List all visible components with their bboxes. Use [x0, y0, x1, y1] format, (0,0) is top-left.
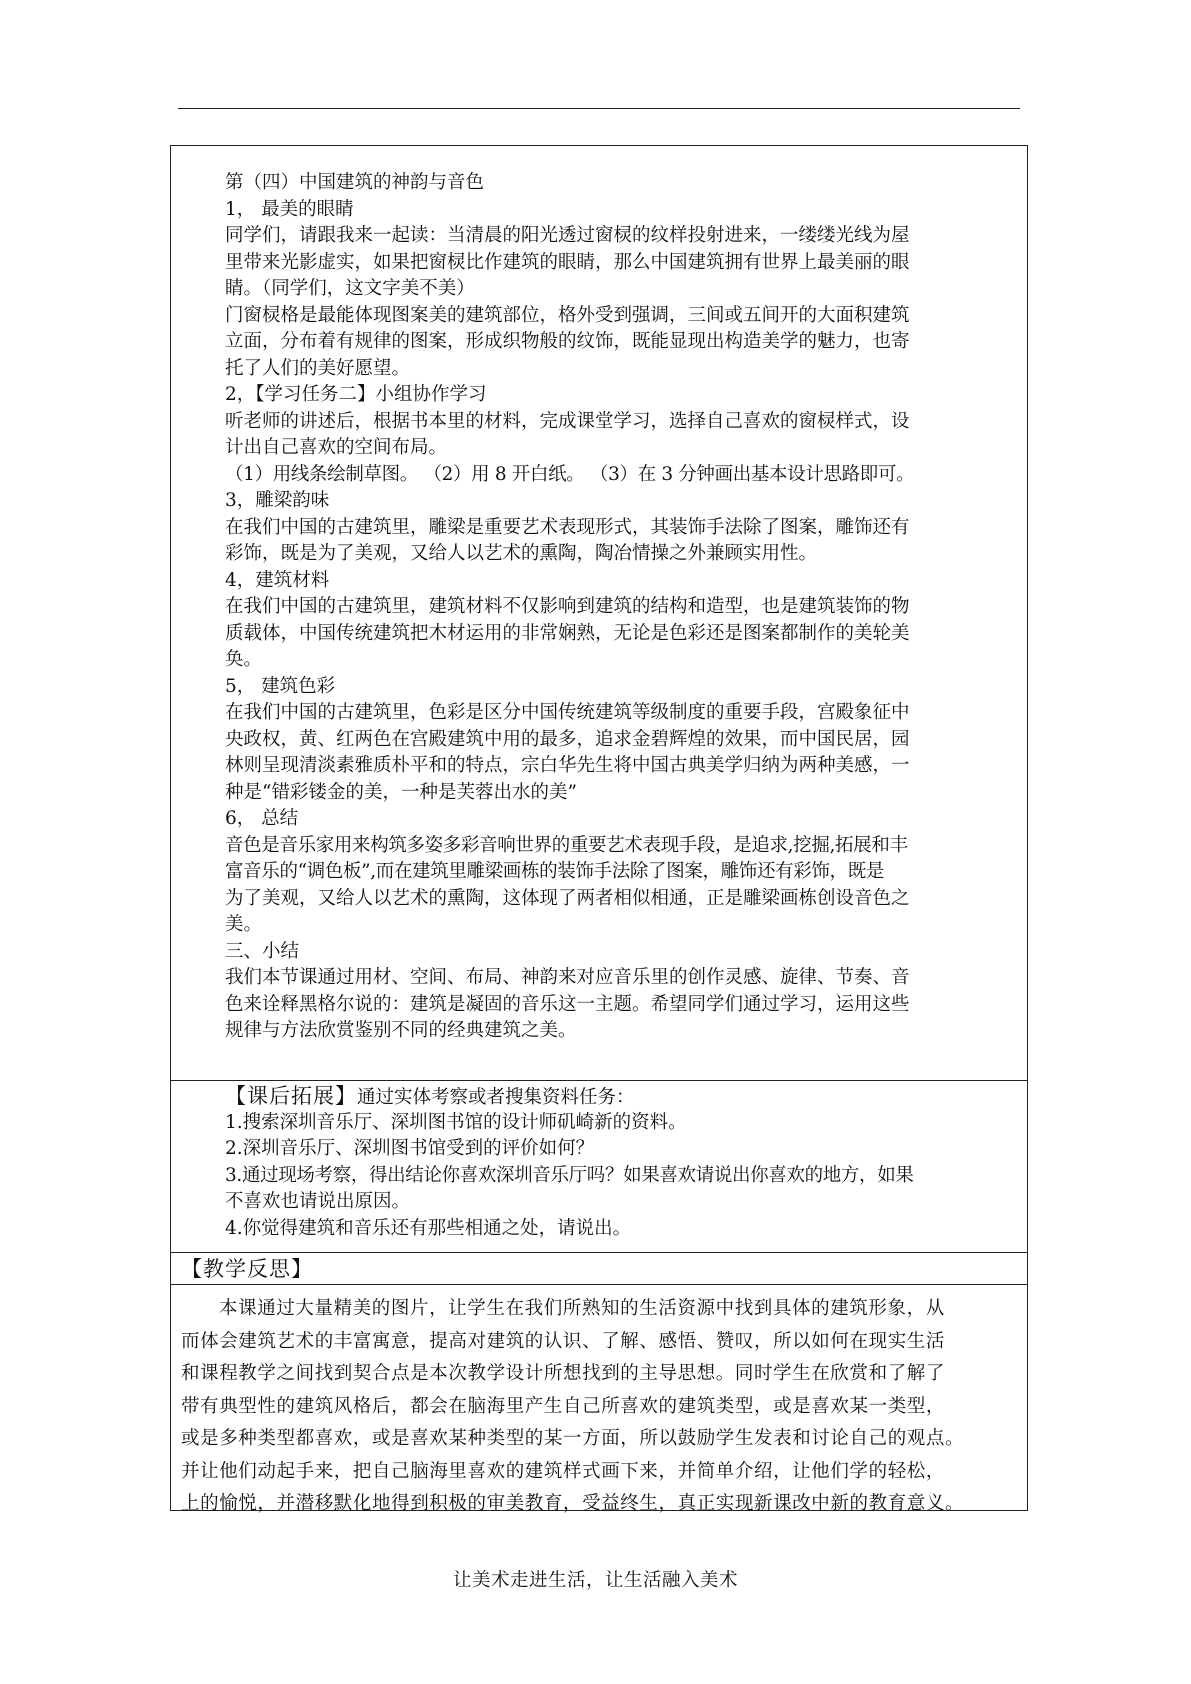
paragraph-line: 彩饰，既是为了美观，又给人以艺术的熏陶，陶冶情操之外兼顾实用性。: [225, 543, 818, 564]
paragraph-line: 为了美观，又给人以艺术的熏陶，这体现了两者相似相通，正是雕梁画栋创设音色之: [225, 887, 910, 909]
extension-item: 不喜欢也请说出原因。: [225, 1191, 411, 1212]
extension-intro: 通过实体考察或者搜集资料任务：: [357, 1087, 635, 1108]
paragraph-line: 在我们中国的古建筑里，雕梁是重要艺术表现形式，其装饰手法除了图案，雕饰还有: [225, 516, 910, 538]
reflection-title-cell: [171, 1253, 1027, 1285]
paragraph-line: 门窗棂格是最能体现图案美的建筑部位，格外受到强调，三间或五间开的大面积建筑: [225, 304, 910, 326]
paragraph-line: 质载体，中国传统建筑把木材运用的非常娴熟，无论是色彩还是图案都制作的美轮美: [225, 622, 910, 644]
reflection-cell: [171, 1285, 1027, 1514]
lesson-table: [170, 145, 1028, 1514]
paragraph-line: 托了人们的美好愿望。: [225, 357, 411, 379]
reflection-line: 并让他们动起手来，把自己脑海里喜欢的建筑样式画下来，并简单介绍，让他们学的轻松，: [181, 1460, 946, 1482]
paragraph-line: 听老师的讲述后，根据书本里的材料，完成课堂学习，选择自己喜欢的窗棂样式，设: [225, 410, 910, 432]
extension-heading-line: [225, 1083, 1013, 1110]
paragraph-line: 在我们中国的古建筑里，色彩是区分中国传统建筑等级制度的重要手段，宫殿象征中: [225, 702, 910, 723]
subheading: 2，【学习任务二】小组协作学习: [225, 384, 487, 405]
reflection-title: 【教学反思】: [181, 1257, 313, 1281]
reflection-line: 或是多种类型都喜欢，或是喜欢某种类型的某一方面，所以鼓励学生发表和讨论自己的观点。: [181, 1428, 965, 1449]
reflection-line: 带有典型性的建筑风格后，都会在脑海里产生自己所喜欢的建筑类型，或是喜欢某一类型，: [181, 1395, 946, 1417]
paragraph-line: 睛。（同学们，这文字美不美）: [225, 278, 475, 299]
paragraph-line: 央政权，黄、红两色在宫殿建筑中用的最多，追求金碧辉煌的效果，而中国民居，园: [225, 728, 910, 750]
header-rule: [178, 108, 1020, 109]
extension-item: 2.深圳音乐厅、深圳图书馆受到的评价如何？: [225, 1138, 595, 1159]
subheading: 5， 建筑色彩: [225, 675, 336, 697]
subheading: 3，雕梁韵味: [225, 490, 330, 511]
subheading: 三、小结: [225, 940, 300, 962]
task-requirements: （1）用线条绘制草图。 （2）用 8 开白纸。 （3）在 3 分钟画出基本设计思路即可。: [225, 463, 915, 485]
extension-heading: 【课后拓展】: [225, 1084, 357, 1108]
paragraph-line: 音色是音乐家用来构筑多姿多彩音响世界的重要艺术表现手段，是追求,挖掘,拓展和丰: [225, 834, 908, 856]
paragraph-line: 规律与方法欣赏鉴别不同的经典建筑之美。: [225, 1020, 577, 1041]
reflection-line: 上的愉悦，并潜移默化地得到积极的审美教育，受益终生，真正实现新课改中新的教育意义。: [181, 1493, 965, 1514]
subheading: 4，建筑材料: [225, 569, 330, 591]
reflection-line: 而体会建筑艺术的丰富寓意，提高对建筑的认识、了解、感悟、赞叹，所以如何在现实生活: [181, 1330, 946, 1352]
paragraph-line: 美。: [225, 914, 263, 935]
paragraph-line: 奂。: [225, 649, 263, 670]
reflection-line: 和课程教学之间找到契合点是本次教学设计所想找到的主导思想。同时学生在欣赏和了解了: [181, 1363, 946, 1384]
reflection-line: 本课通过大量精美的图片，让学生在我们所熟知的生活资源中找到具体的建筑形象，从: [219, 1298, 945, 1319]
paragraph-line: 计出自己喜欢的空间布局。: [225, 437, 448, 458]
extension-item: 3.通过现场考察，得出结论你喜欢深圳音乐厅吗？如果喜欢请说出你喜欢的地方，如果: [225, 1164, 914, 1186]
subheading: 6， 总结: [225, 808, 299, 829]
paragraph-line: 同学们，请跟我来一起读：当清晨的阳光透过窗棂的纹样投射进来，一缕缕光线为屋: [225, 225, 910, 246]
lesson-content-cell: [171, 146, 1027, 1081]
extension-item: 4.你觉得建筑和音乐还有那些相通之处，请说出。: [225, 1217, 632, 1239]
paragraph-line: 色来诠释黑格尔说的：建筑是凝固的音乐这一主题。希望同学们通过学习，运用这些: [225, 993, 910, 1015]
extension-item: 1.搜索深圳音乐厅、深圳图书馆的设计师矶崎新的资料。: [225, 1111, 687, 1133]
paragraph-line: 林则呈现清淡素雅质朴平和的特点，宗白华先生将中国古典美学归纳为两种美感，一: [225, 755, 910, 776]
section-heading: 第（四）中国建筑的神韵与音色: [225, 172, 485, 193]
paragraph-line: 富音乐的“调色板”,而在建筑里雕梁画栋的装饰手法除了图案，雕饰还有彩饰，既是: [225, 861, 884, 882]
paragraph-line: 我们本节课通过用材、空间、布局、神韵来对应音乐里的创作灵感、旋律、节奏、音: [225, 967, 910, 988]
paragraph-line: 种是“错彩镂金的美，一种是芙蓉出水的美”: [225, 781, 577, 803]
page-footer: 让美术走进生活，让生活融入美术: [452, 1570, 738, 1591]
paragraph-line: 立面，分布着有规律的图案，形成织物般的纹饰，既能显现出构造美学的魅力，也寄: [225, 331, 910, 352]
extension-cell: [171, 1081, 1027, 1253]
paragraph-line: 在我们中国的古建筑里，建筑材料不仅影响到建筑的结构和造型，也是建筑装饰的物: [225, 596, 910, 617]
paragraph-line: 里带来光影虚实，如果把窗棂比作建筑的眼睛，那么中国建筑拥有世界上最美丽的眼: [225, 251, 910, 273]
subheading: 1， 最美的眼睛: [225, 198, 354, 220]
